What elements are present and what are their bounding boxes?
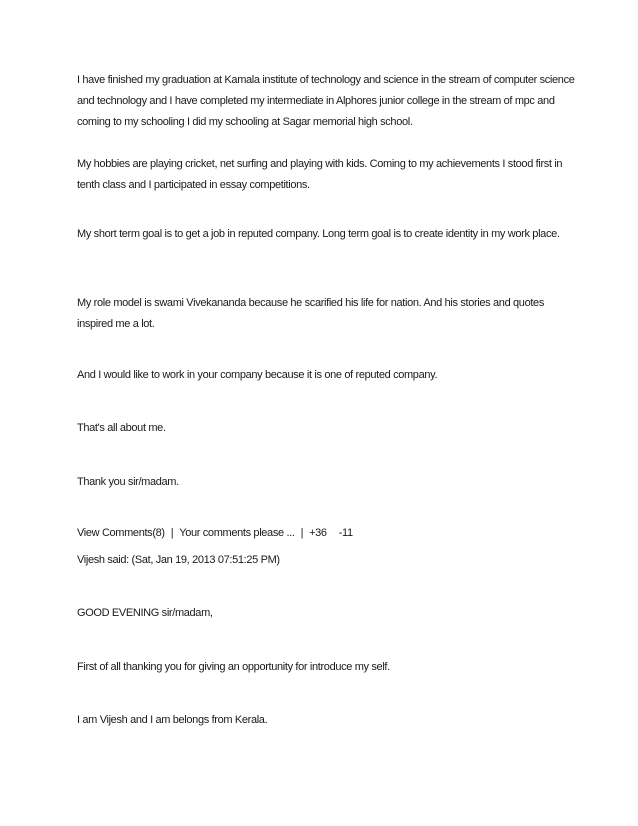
- paragraph-goals: My short term goal is to get a job in reputed company. Long term goal is to create identity in my work place.: [77, 228, 560, 240]
- comments-bar: [77, 523, 577, 544]
- comment-header: Vijesh said: (Sat, Jan 19, 2013 07:51:25 PM): [77, 554, 280, 566]
- paragraph-all-about: That's all about me.: [77, 422, 166, 434]
- comment-origin: I am Vijesh and I am belongs from Kerala.: [77, 714, 268, 726]
- view-comments-link[interactable]: View Comments(8): [77, 527, 165, 539]
- separator: |: [170, 527, 174, 539]
- paragraph-thanks: Thank you sir/madam.: [77, 476, 179, 488]
- comment-intro: First of all thanking you for giving an opportunity for introduce my self.: [77, 661, 390, 673]
- your-comments-link[interactable]: Your comments please ...: [179, 527, 295, 539]
- plus-votes[interactable]: +36: [309, 527, 327, 539]
- paragraph-education: I have finished my graduation at Kamala institute of technology and science in the stream of computer science and technology and I have completed my intermediate in Alphores junior college in the stream of mpc and coming to my schooling I did my schooling at Sagar memorial high school.: [77, 74, 575, 128]
- paragraph-company: And I would like to work in your company because it is one of reputed company.: [77, 369, 438, 381]
- separator: |: [300, 527, 304, 539]
- comment-greeting: GOOD EVENING sir/madam,: [77, 607, 213, 619]
- minus-votes[interactable]: -11: [338, 527, 353, 539]
- paragraph-hobbies: My hobbies are playing cricket, net surfing and playing with kids. Coming to my achievements I stood first in tenth class and I participated in essay competitions.: [77, 158, 563, 191]
- paragraph-role-model: My role model is swami Vivekananda because he scarified his life for nation. And his stories and quotes inspired me a lot.: [77, 297, 544, 330]
